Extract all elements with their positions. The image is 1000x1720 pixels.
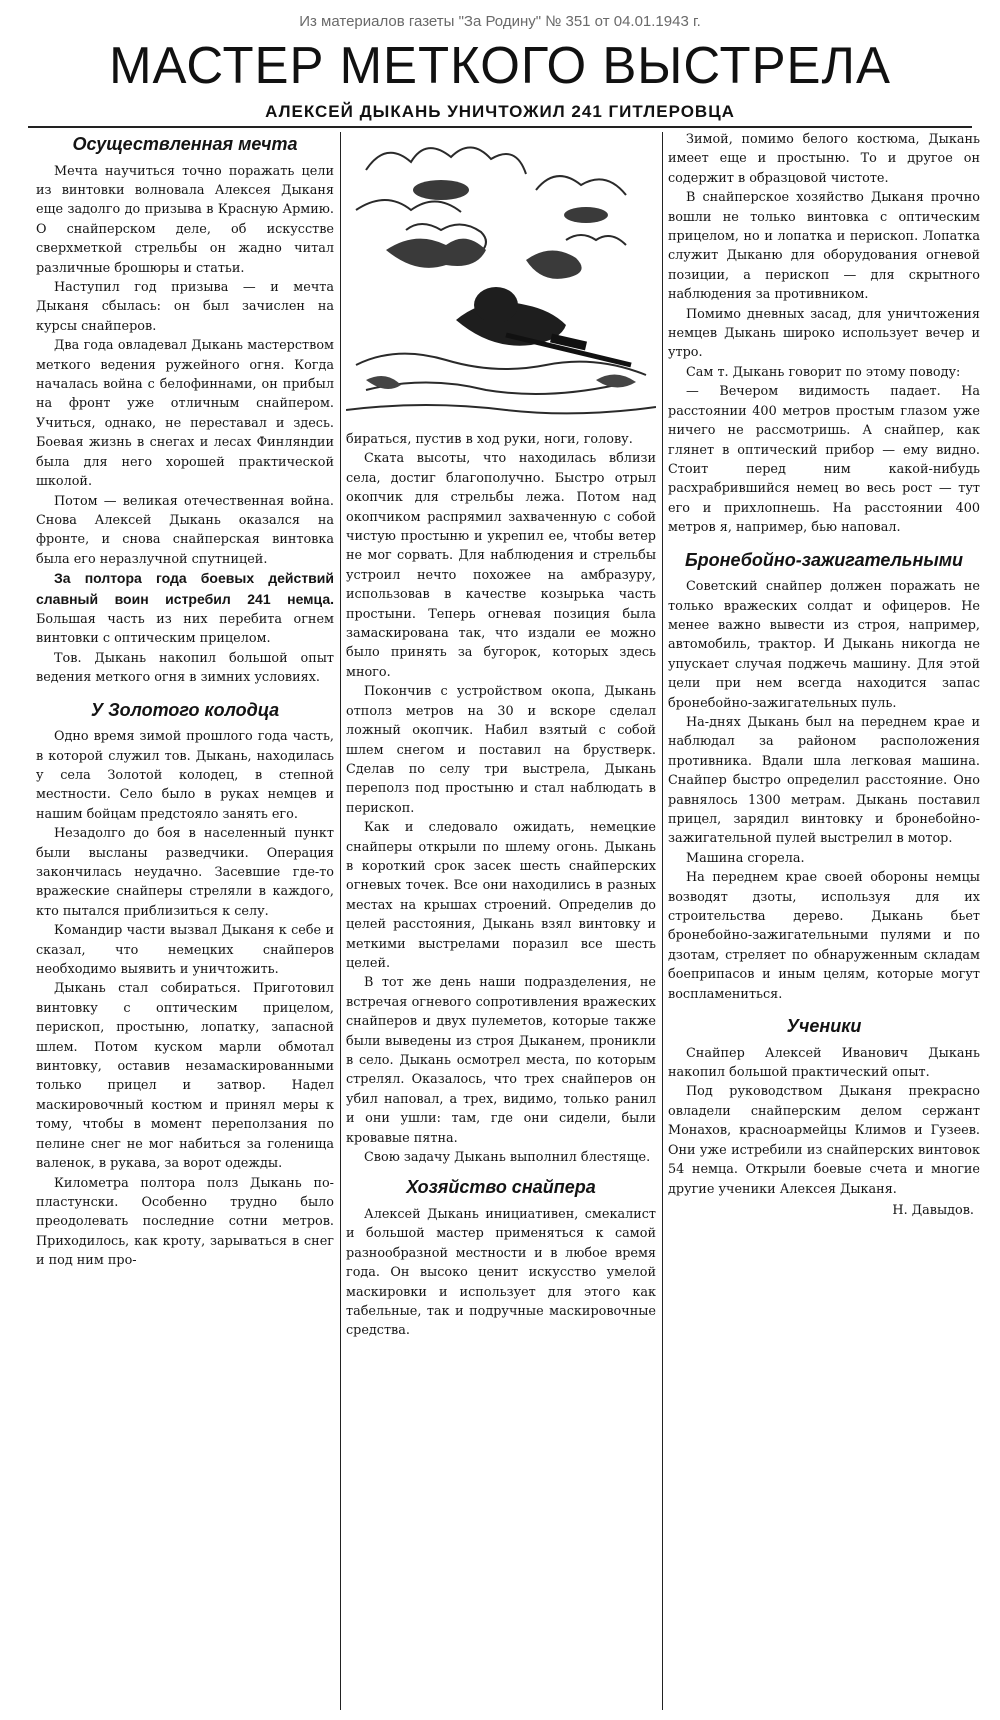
paragraph: Ската высоты, что находилась вблизи села, достиг благополучно. Быстро отрыл окопчик для стрельбы лежа. Потом над окопчиком распрямил захваченную с собой чистую простыню и укрепил ее, чтобы ветер не мог сорвать. Для наблюдения и стрельбы устроил нечто похожее на амбразуру, использовав в качестве козырька часть простыни. Теперь огневая позиция была замаскирована так, что издали ее можно было принять за бугорок, которых здесь много. bbox=[346, 451, 656, 680]
paragraph: В снайперское хозяйство Дыканя прочно вошли не только винтовка с оптическим прицелом, но и лопатка и перископ. Лопатка служит Дыканю для оборудования огневой позиции, а перископ — для скрытного наблюдения за противником. bbox=[668, 190, 980, 303]
sniper-in-snow-drawing-icon bbox=[346, 130, 656, 420]
column-divider-2 bbox=[662, 132, 663, 1710]
paragraph: На-днях Дыкань был на переднем крае и наблюдал за районом расположения противника. Вдали шла легковая машина. Снайпер быстро определил расстояние. Оно равнялось 1300 метрам. Дыкань поставил прицел, зарядил винтовку и бронебойно-зажигательной пулей выстрелил в мотор. bbox=[668, 714, 980, 847]
section-heading-household: Хозяйство снайпера bbox=[406, 1177, 596, 1198]
bold-lead: За полтора года боевых действий славный воин истребил 241 немца. bbox=[36, 570, 334, 607]
paragraph: Свою задачу Дыкань выполнил блестяще. bbox=[364, 1150, 651, 1166]
paragraph-emphasis bbox=[36, 569, 334, 649]
paragraph: Под руководством Дыканя прекрасно овладели снайперским делом сержант Монахов, красноармейцы Климов и Гузеев. Они уже истребили из снайперских винтовок 54 немца. Открыли боевые счета и многие другие ученики Алексея Дыканя. bbox=[668, 1084, 980, 1197]
paragraph: Алексей Дыкань инициативен, смекалист и большой мастер применяться к самой разнообразной местности и в любое время года. Он высоко ценит искусство умелой маскировки и использует для этого как табельные, так и подручные маскировочные средства. bbox=[346, 1207, 656, 1339]
paragraph: Два года овладевал Дыкань мастерством меткого ведения ружейного огня. Когда началась война с белофиннами, он прибыл на фронт уже отличным снайпером. Учиться, однако, не переставал и здесь. Боевая жизнь в снегах и лесах Финляндии была для него хорошей практической школой. bbox=[36, 338, 334, 490]
paragraph: Тов. Дыкань накопил большой опыт ведения меткого огня в зимних условиях. bbox=[36, 650, 334, 686]
page-headline: МАСТЕР МЕТКОГО ВЫСТРЕЛА bbox=[109, 37, 891, 95]
paragraph: Советский снайпер должен поражать не только вражеских солдат и офицеров. Не менее важно вывести из строя, например, автомобиль, трактор. И Дыкань никогда не упускает случая поджечь машину. Для этой цели при нем всегда находится запас бронебойно-зажигательных пуль. bbox=[668, 579, 980, 711]
paragraph: Одно время зимой прошлого года часть, в которой служил тов. Дыкань, находилась у села Золотой колодец, в степной местности. Село было в руках немцев и нашим бойцам предстояло занять его. bbox=[36, 729, 334, 822]
middle-column-text bbox=[346, 430, 656, 1712]
section-heading-incendiary: Бронебойно-зажигательными bbox=[684, 549, 964, 570]
paragraph: Дыкань стал собираться. Приготовил винтовку с оптическим прицелом, перископ, простыню, лопатку, запасной шлем. Потом куском марли обмотал винтовку, оставив незамаскированными только прицел и затвор. Надел маскировочный костюм и принял меры к тому, чтобы в момент переползания по пелине снег не мог набиться за голенища валенок, в рукава, за ворот одежды. bbox=[36, 981, 334, 1172]
paragraph: Покончив с устройством окопа, Дыкань отполз метров на 30 и вскоре сделал ложный окопчик. Набил взятый с собой шлем снегом и поставил на брустверк. Сделав по селу три выстрела, Дыкань переполз под простыню и стал наблюдать в перископ. bbox=[346, 684, 656, 816]
page-subheadline: АЛЕКСЕЙ ДЫКАНЬ УНИЧТОЖИЛ 241 ГИТЛЕРОВЦА bbox=[265, 102, 735, 121]
section-heading-students: Ученики bbox=[786, 1016, 862, 1037]
paragraph: Как и следовало ожидать, немецкие снайперы открыли по шлему огонь. Дыкань в короткий срок засек шесть снайперских огневых точек. Все они находились в разных местах на крышах строений. Определив до целей расстояния, Дыкань взял винтовку и меткими выстрелами поразил все шесть целей. bbox=[346, 820, 656, 971]
paragraph: Незадолго до боя в населенный пункт были высланы разведчики. Операция закончилась неудачно. Засевшие где-то вражеские снайперы стреляли в каждого, кто пытался приблизиться к селу. bbox=[36, 826, 334, 919]
paragraph: Километра полтора полз Дыкань по-пластунски. Особенно трудно было преодолевать последние сотни метров. Приходилось, как кроту, зарываться в снег и под ним про- bbox=[36, 1175, 334, 1269]
paragraph: Помимо дневных засад, для уничтожения немцев Дыкань широко использует вечер и утро. bbox=[668, 306, 980, 361]
column-middle bbox=[346, 130, 656, 1712]
paragraph: Сам т. Дыкань говорит по этому поводу: bbox=[686, 364, 961, 380]
paragraph: Снайпер Алексей Иванович Дыкань накопил большой практический опыт. bbox=[668, 1045, 980, 1081]
column-left bbox=[36, 130, 334, 1712]
header-rule bbox=[28, 126, 972, 128]
paragraph: Наступил год призыва — и мечта Дыканя сбылась: он был зачислен на курсы снайперов. bbox=[36, 280, 334, 334]
paragraph-tail: Большая часть из них перебита огнем винтовки с оптическим прицелом. bbox=[36, 611, 334, 647]
paragraph: В тот же день наши подразделения, не встречая огневого сопротивления вражеских снайперов и двух пулеметов, которые также были выведены из строя Дыканем, проникли в село. Дыкань осмотрел места, по которым стрелял. Оказалось, что трех снайперов он убил наповал, а трех, видимо, только ранил и они ушли: там, где они сидели, были кровавые пятна. bbox=[346, 975, 656, 1146]
paragraph: бираться, пустив в ход руки, ноги, голову. bbox=[346, 432, 633, 447]
paragraph: На переднем крае своей обороны немцы возводят дзоты, используя для их строительства дерево. Дыкань бьет бронебойно-зажигательными пулями и по дзотам, стреляет по обнаруженным складам боеприпасов и иным целям, которые могут воспламениться. bbox=[668, 870, 980, 1002]
column-divider-1 bbox=[340, 132, 341, 1710]
paragraph: Машина сгорела. bbox=[686, 850, 805, 866]
paragraph: Потом — великая отечественная война. Снова Алексей Дыкань оказался на фронте, и снова снайперская винтовка была его неразлучной спутницей. bbox=[36, 493, 334, 567]
section-heading-dream: Осуществленная мечта bbox=[72, 134, 298, 154]
paragraph: Мечта научиться точно поражать цели из винтовки волновала Алексея Дыканя еще задолго до призыва в Красную Армию. О снайперском деле, об искусстве сверхметкой стрельбы он жадно читал различные брошюры и статьи. bbox=[36, 163, 334, 276]
source-note: Из материалов газеты "За Родину" № 351 от 04.01.1943 г. bbox=[299, 13, 701, 30]
section-heading-well: У Золотого колодца bbox=[90, 699, 280, 720]
paragraph: Зимой, помимо белого костюма, Дыкань имеет еще и простыню. То и другое он содержит в образцовой чистоте. bbox=[668, 132, 980, 186]
paragraph: Командир части вызвал Дыканя к себе и сказал, что немецких снайперов необходимо выявить и уничтожить. bbox=[36, 923, 334, 978]
author-signature: Н. Давыдов. bbox=[892, 1202, 974, 1218]
paragraph: — Вечером видимость падает. На расстоянии 400 метров простым глазом уже ничего не рассмотришь. А снайпер, как глянет в оптический прибор — ему видно. Стоит перед ним какой-нибудь расхрабрившийся немец во весь рост — тут его и прихлопнешь. На расстоянии 400 метров я, например, бью наповал. bbox=[668, 384, 980, 536]
column-right bbox=[668, 130, 980, 1712]
